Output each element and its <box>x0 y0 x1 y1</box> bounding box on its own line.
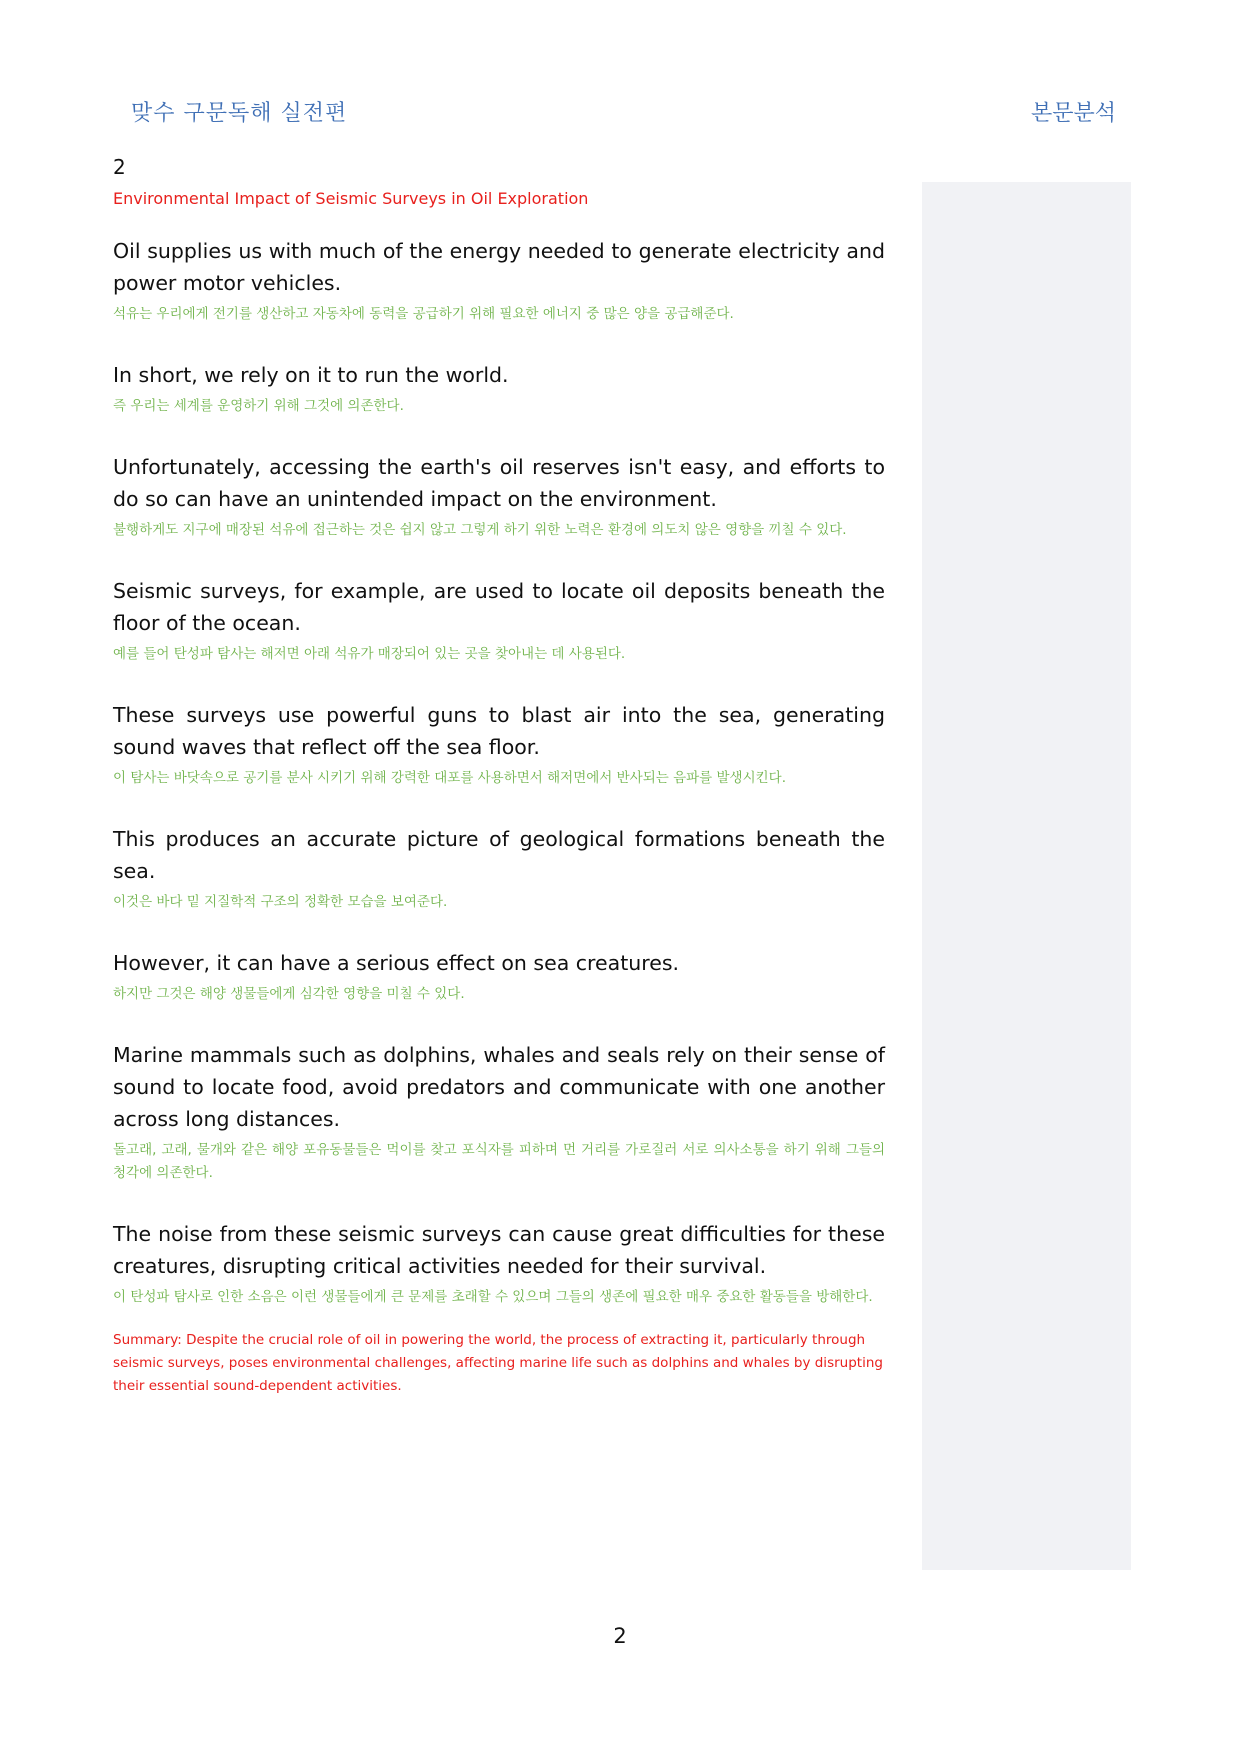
sentence-pair <box>113 1218 885 1309</box>
english-sentence: Seismic surveys, for example, are used to locate oil deposits beneath the floor of the ocean. <box>113 579 885 635</box>
korean-translation: 즉 우리는 세계를 운영하기 위해 그것에 의존한다. <box>113 398 404 414</box>
korean-translation: 하지만 그것은 해양 생물들에게 심각한 영향을 미칠 수 있다. <box>113 986 465 1002</box>
section-title: 본문분석 <box>1030 101 1116 126</box>
passage-analysis <box>113 152 885 1398</box>
korean-translation: 이 탄성파 탐사로 인한 소음은 이런 생물들에게 큰 문제를 초래할 수 있으며 그들의 생존에 필요한 매우 중요한 활동들을 방해한다. <box>113 1289 873 1305</box>
english-sentence: Marine mammals such as dolphins, whales and seals rely on their sense of sound to locate food, avoid predators and communicate with one another across long distances. <box>113 1043 885 1131</box>
item-number: 2 <box>113 155 126 179</box>
korean-translation: 이것은 바다 밑 지질학적 구조의 정확한 모습을 보여준다. <box>113 894 448 910</box>
sentence-pair <box>113 359 885 418</box>
english-sentence: Oil supplies us with much of the energy needed to generate electricity and power motor vehicles. <box>113 239 885 295</box>
english-sentence: In short, we rely on it to run the world. <box>113 363 509 387</box>
notes-side-panel <box>922 182 1131 1570</box>
english-sentence: Unfortunately, accessing the earth's oil reserves isn't easy, and efforts to do so can have an unintended impact on the environment. <box>113 455 885 511</box>
passage-summary: Summary: Despite the crucial role of oil in powering the world, the process of extracting it, particularly through seismic surveys, poses environmental challenges, affecting marine life such as dolphins and whales by disrupting their essential sound-dependent activities. <box>113 1332 883 1394</box>
sentence-pair <box>113 947 885 1006</box>
korean-translation: 돌고래, 고래, 물개와 같은 해양 포유동물들은 먹이를 찾고 포식자를 피하며 먼 거리를 가로질러 서로 의사소통을 하기 위해 그들의 청각에 의존한다. <box>113 1142 885 1181</box>
korean-translation: 이 탐사는 바닷속으로 공기를 분사 시키기 위해 강력한 대포를 사용하면서 해저면에서 반사되는 음파를 발생시킨다. <box>113 770 787 786</box>
passage-title: Environmental Impact of Seismic Surveys in Oil Exploration <box>113 189 589 208</box>
english-sentence: However, it can have a serious effect on sea creatures. <box>113 951 680 975</box>
sentence-pair <box>113 575 885 666</box>
page-number: 2 <box>613 1624 627 1648</box>
korean-translation: 불행하게도 지구에 매장된 석유에 접근하는 것은 쉽지 않고 그렇게 하기 위한 노력은 환경에 의도치 않은 영향을 끼칠 수 있다. <box>113 522 847 538</box>
sentence-pair <box>113 235 885 326</box>
english-sentence: These surveys use powerful guns to blast air into the sea, generating sound waves that reflect off the sea floor. <box>113 703 885 759</box>
english-sentence: This produces an accurate picture of geological formations beneath the sea. <box>113 827 885 883</box>
sentence-pair <box>113 823 885 914</box>
sentence-pair <box>113 451 885 542</box>
korean-translation: 예를 들어 탄성파 탐사는 해저면 아래 석유가 매장되어 있는 곳을 찾아내는 데 사용된다. <box>113 646 626 662</box>
sentence-pair <box>113 1039 885 1185</box>
korean-translation: 석유는 우리에게 전기를 생산하고 자동차에 동력을 공급하기 위해 필요한 에너지 중 많은 양을 공급해준다. <box>113 306 734 322</box>
sentence-list <box>113 235 885 1309</box>
book-title: 맞수 구문독해 실전편 <box>131 101 348 126</box>
sentence-pair <box>113 699 885 790</box>
english-sentence: The noise from these seismic surveys can cause great difficulties for these creatures, disrupting critical activities needed for their survival. <box>113 1222 885 1278</box>
